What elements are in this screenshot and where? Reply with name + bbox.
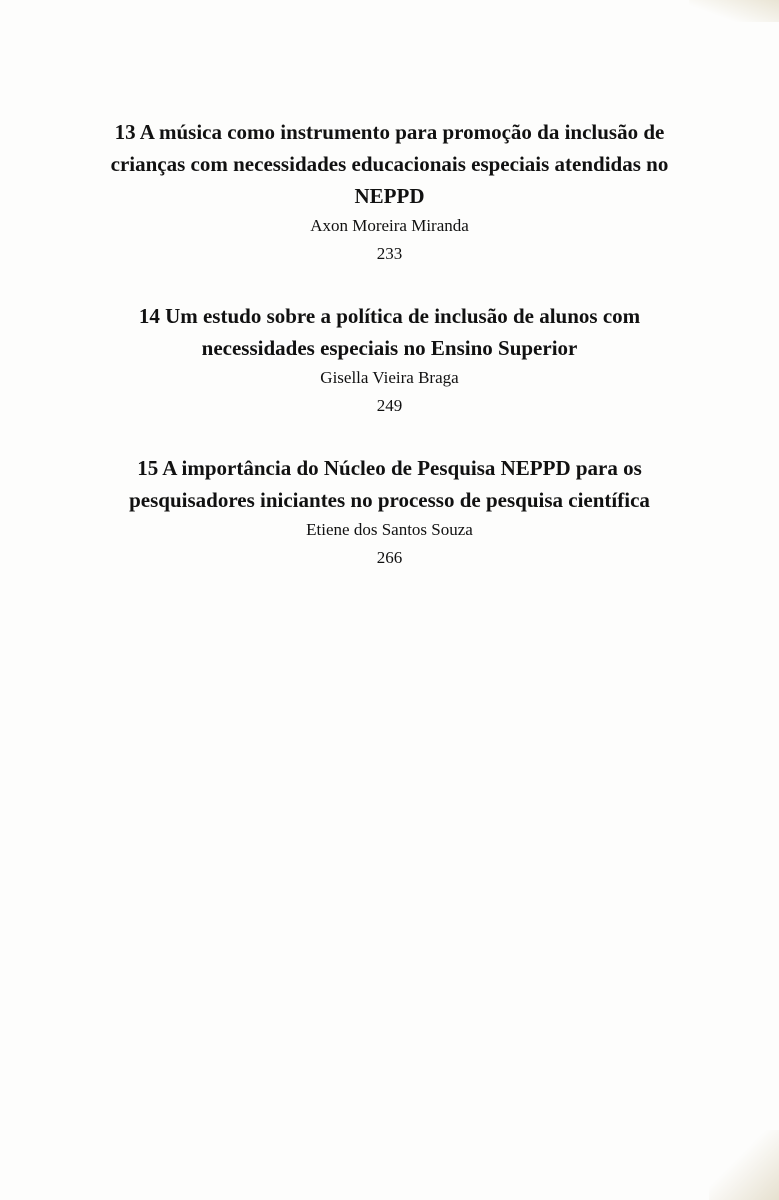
toc-entry-page-number: 249	[376, 396, 403, 415]
toc-entry-author: Gisella Vieira Braga	[320, 368, 459, 387]
toc-entry-13	[0, 116, 779, 268]
page-corner-shadow	[709, 1130, 779, 1200]
toc-entry-title: 14 Um estudo sobre a política de inclusão de alunos com necessidades especiais no Ensino Superior	[138, 304, 641, 360]
toc-entry-title: 15 A importância do Núcleo de Pesquisa NEPPD para os pesquisadores iniciantes no processo de pesquisa científica	[129, 456, 650, 512]
table-of-contents	[0, 116, 779, 572]
toc-entry-title: 13 A música como instrumento para promoção da inclusão de crianças com necessidades educacionais especiais atendidas no NEPPD	[110, 120, 669, 208]
toc-entry-15	[0, 452, 779, 572]
page-edge-shadow	[689, 0, 779, 22]
toc-entry-author: Etiene dos Santos Souza	[306, 520, 473, 539]
toc-entry-author: Axon Moreira Miranda	[310, 216, 469, 235]
toc-entry-14	[0, 300, 779, 420]
toc-entry-page-number: 266	[376, 548, 403, 567]
toc-entry-page-number: 233	[376, 244, 403, 263]
